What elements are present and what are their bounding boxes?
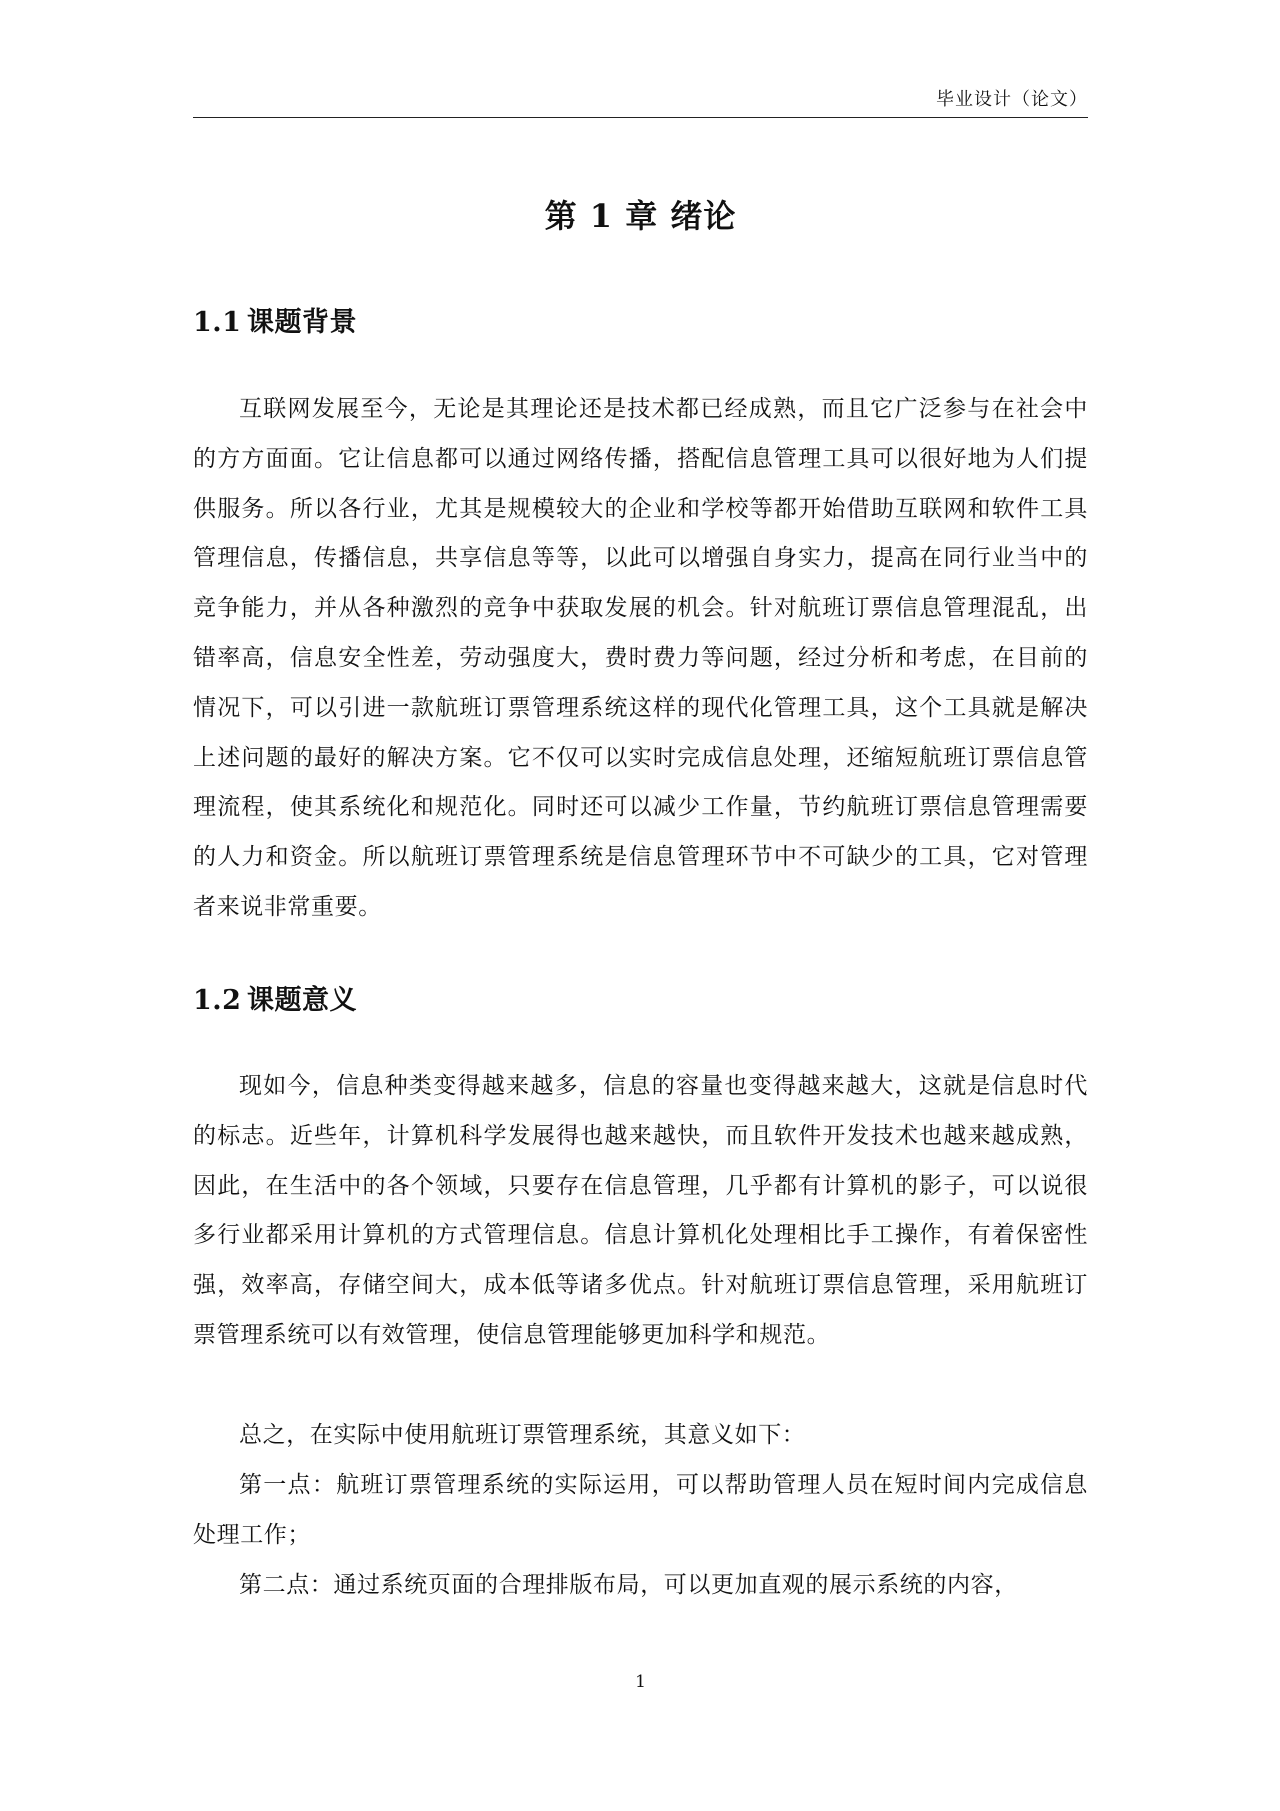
- paragraph-background: 互联网发展至今，无论是其理论还是技术都已经成熟，而且它广泛参与在社会中的方方面面。它让信息都可以通过网络传播，搭配信息管理工具可以很好地为人们提供服务。所以各行业，尤其是规模较大的企业和学校等都开始借助互联网和软件工具管理信息，传播信息，共享信息等等，以此可以增强自身实力，提高在同行业当中的竞争能力，并从各种激烈的竞争中获取发展的机会。针对航班订票信息管理混乱，出错率高，信息安全性差，劳动强度大，费时费力等问题，经过分析和考虑，在目前的情况下，可以引进一款航班订票管理系统这样的现代化管理工具，这个工具就是解决上述问题的最好的解决方案。它不仅可以实时完成信息处理，还缩短航班订票信息管理流程，使其系统化和规范化。同时还可以减少工作量，节约航班订票信息管理需要的人力和资金。所以航班订票管理系统是信息管理环节中不可缺少的工具，它对管理者来说非常重要。: [193, 396, 1088, 920]
- paragraph-point-one: 第一点：航班订票管理系统的实际运用，可以帮助管理人员在短时间内完成信息处理工作；: [193, 1472, 1088, 1548]
- section-title-text: 课题意义: [247, 985, 357, 1016]
- section-heading-1-1: [193, 305, 1088, 341]
- paragraph-significance: 现如今，信息种类变得越来越多，信息的容量也变得越来越大，这就是信息时代的标志。近些年，计算机科学发展得也越来越快，而且软件开发技术也越来越成熟，因此，在生活中的各个领域，只要存在信息管理，几乎都有计算机的影子，可以说很多行业都采用计算机的方式管理信息。信息计算机化处理相比手工操作，有着保密性强，效率高，存储空间大，成本低等诸多优点。针对航班订票信息管理，采用航班订票管理系统可以有效管理，使信息管理能够更加科学和规范。: [193, 1073, 1088, 1348]
- page-number: 1: [635, 1672, 646, 1692]
- section-number: 1.1: [193, 307, 242, 338]
- section-title-text: 课题背景: [247, 307, 357, 338]
- paragraph-summary: 总之，在实际中使用航班订票管理系统，其意义如下：: [239, 1422, 806, 1448]
- header-rule: [193, 117, 1088, 118]
- paragraph-point-two: 第二点：通过系统页面的合理排版布局，可以更加直观的展示系统的内容，: [239, 1572, 1018, 1598]
- chapter-title: 第 1 章 绪论: [544, 197, 737, 235]
- running-header: 毕业设计（论文）: [936, 89, 1088, 110]
- section-number: 1.2: [193, 985, 242, 1016]
- section-heading-1-2: [193, 983, 1088, 1019]
